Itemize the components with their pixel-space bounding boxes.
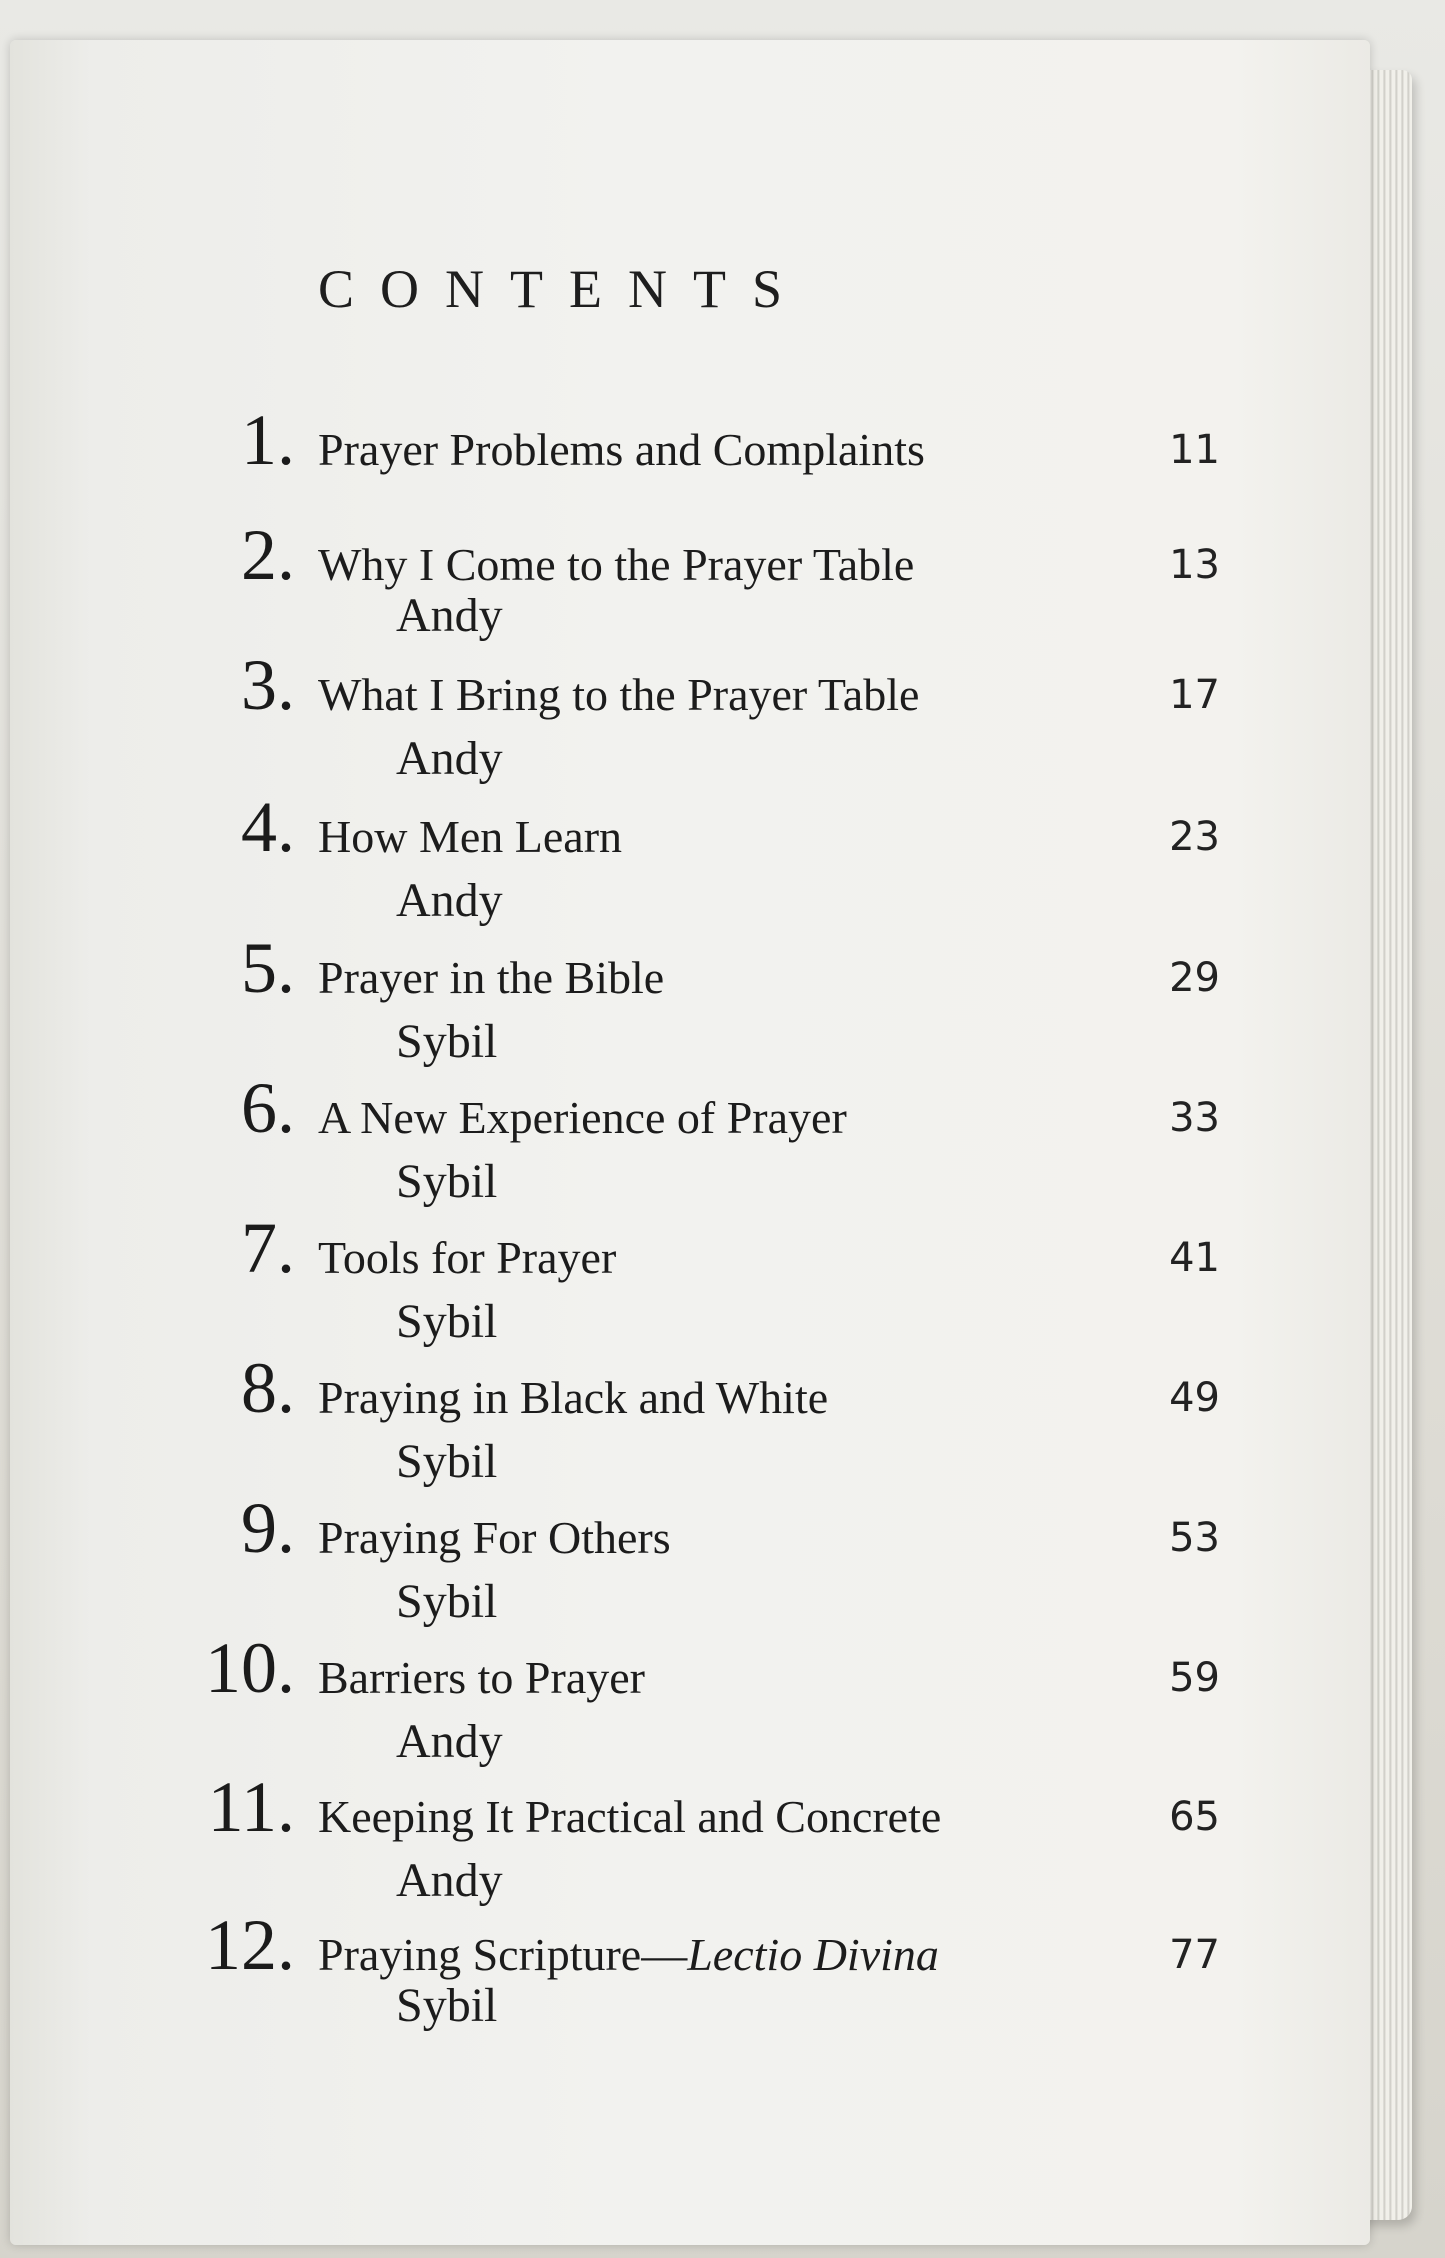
toc-entry-9: [0, 1488, 1445, 1638]
chapter-title: Prayer Problems and Complaints: [318, 424, 925, 475]
page-number: 65: [1169, 1794, 1220, 1840]
page-number: 23: [1169, 814, 1220, 860]
chapter-title: Praying in Black and White: [318, 1372, 829, 1423]
toc-entry-5: [0, 928, 1445, 1078]
chapter-title: A New Experience of Prayer: [318, 1092, 847, 1143]
chapter-number: 9.: [241, 1488, 295, 1568]
chapter-title: Barriers to Prayer: [318, 1652, 645, 1703]
toc-entry-2: [0, 515, 1445, 665]
chapter-author: Andy: [396, 1715, 503, 1768]
toc-entry-6: [0, 1068, 1445, 1218]
page-number: 17: [1169, 672, 1220, 718]
page-number: 53: [1169, 1515, 1220, 1561]
toc-entry-12: [0, 1905, 1445, 2055]
chapter-title: Tools for Prayer: [318, 1232, 617, 1283]
page-number: 77: [1169, 1932, 1220, 1978]
chapter-author: Sybil: [396, 1015, 498, 1068]
chapter-title: Praying For Others: [318, 1512, 671, 1563]
toc-entry-11: [0, 1767, 1445, 1917]
chapter-number: 4.: [241, 787, 295, 867]
chapter-number: 2.: [241, 515, 295, 595]
toc-entry-8: [0, 1348, 1445, 1498]
toc-entry-3: [0, 645, 1445, 795]
chapter-title: Prayer in the Bible: [318, 952, 665, 1003]
toc-entry-4: [0, 787, 1445, 937]
chapter-number: 12.: [205, 1905, 295, 1985]
page-number: 29: [1169, 955, 1220, 1001]
chapter-title-text: Praying Scripture—: [318, 1929, 688, 1980]
chapter-title: Keeping It Practical and Concrete: [318, 1791, 942, 1842]
page-number: 33: [1169, 1095, 1220, 1141]
chapter-author: Sybil: [396, 1295, 498, 1348]
chapter-number: 5.: [241, 928, 295, 1008]
chapter-number: 6.: [241, 1068, 295, 1148]
chapter-title: [318, 1925, 939, 1985]
toc-entry-7: [0, 1208, 1445, 1358]
chapter-number: 1.: [241, 400, 295, 480]
page-number: 13: [1169, 542, 1220, 588]
chapter-author: Andy: [396, 732, 503, 785]
chapter-title-italic: Lectio Divina: [687, 1929, 939, 1980]
page-number: 11: [1169, 427, 1220, 473]
chapter-number: 7.: [241, 1208, 295, 1288]
chapter-title: How Men Learn: [318, 811, 623, 862]
chapter-author: Andy: [396, 589, 503, 642]
chapter-title: What I Bring to the Prayer Table: [318, 669, 920, 720]
chapter-author: Sybil: [396, 1979, 498, 2032]
page-number: 59: [1169, 1655, 1220, 1701]
chapter-author: Sybil: [396, 1435, 498, 1488]
chapter-number: 10.: [205, 1628, 295, 1708]
chapter-number: 11.: [207, 1767, 295, 1847]
chapter-number: 3.: [241, 645, 295, 725]
contents-heading: CONTENTS: [318, 259, 808, 319]
page-number: 49: [1169, 1375, 1220, 1421]
chapter-author: Sybil: [396, 1155, 498, 1208]
chapter-author: Sybil: [396, 1575, 498, 1628]
page-number: 41: [1169, 1235, 1220, 1281]
toc-entry-10: [0, 1628, 1445, 1778]
chapter-number: 8.: [241, 1348, 295, 1428]
chapter-title: Why I Come to the Prayer Table: [318, 539, 915, 590]
chapter-author: Andy: [396, 1854, 503, 1907]
chapter-author: Andy: [396, 874, 503, 927]
